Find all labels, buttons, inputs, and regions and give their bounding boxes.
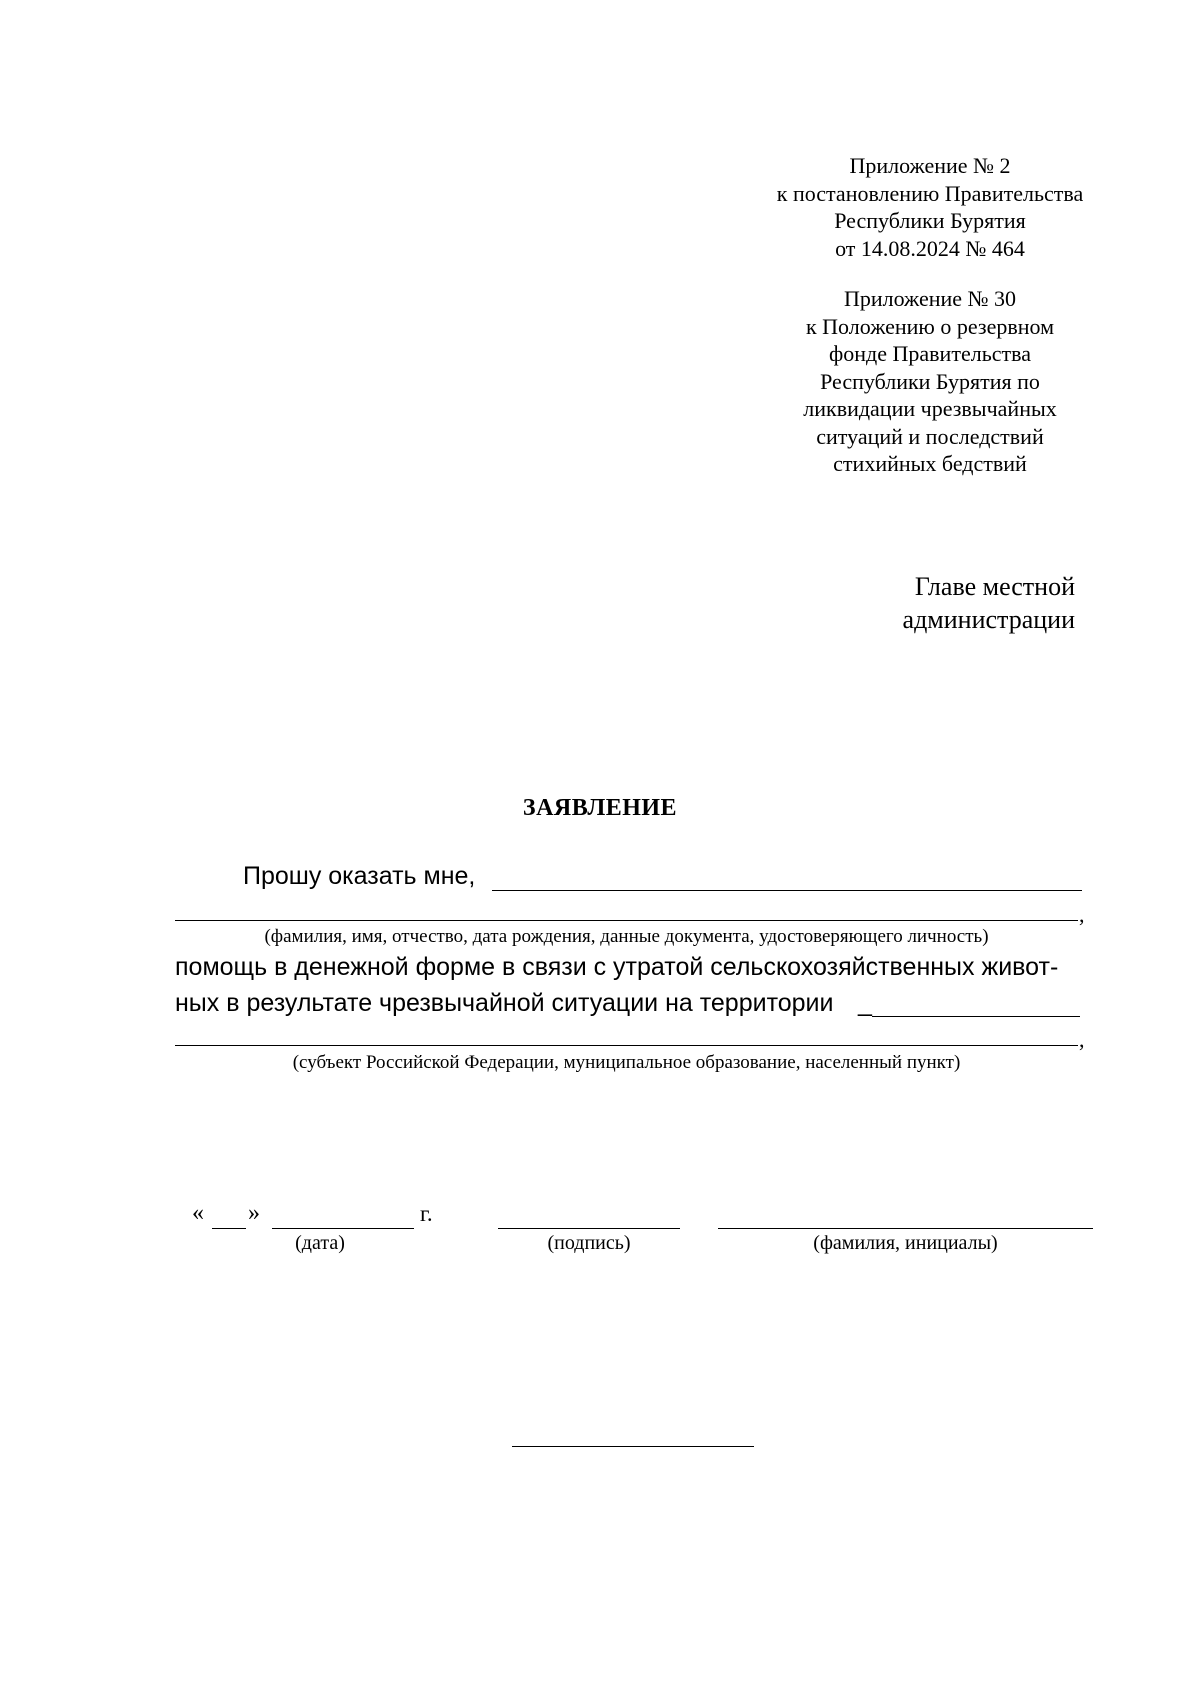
annex-2-line: к Положению о резервном (805, 313, 1055, 339)
signature-line[interactable] (498, 1228, 680, 1229)
annex-2-line: стихийных бедствий (833, 451, 1027, 476)
annex-2-line: ликвидации чрезвычайных (803, 396, 1057, 421)
request-text: Прошу оказать мне, (243, 862, 476, 890)
annex-1-line: Республики Бурятия (834, 208, 1026, 233)
name-initials-label: (фамилия, инициалы) (813, 1232, 998, 1254)
addressee-line-1: Главе местной (914, 572, 1075, 601)
territory-line[interactable] (175, 1045, 1078, 1046)
annex-1-line: от 14.08.2024 № 464 (835, 235, 1025, 261)
annex-2-line: Республики Бурятия по (820, 368, 1040, 394)
territory-hint: (субъект Российской Федерации, муниципальное образование, населенный пункт) (292, 1052, 961, 1073)
body-line-1: помощь в денежной форме в связи с утратой сельскохозяйственных живот- (175, 953, 1059, 981)
applicant-name-line[interactable] (492, 890, 1082, 891)
territory-short-line[interactable] (872, 1016, 1080, 1017)
applicant-data-hint: (фамилия, имя, отчество, дата рождения, данные документа, удостоверяющего личность) (264, 926, 989, 947)
addressee-line-2: администрации (902, 605, 1075, 634)
document-title: ЗАЯВЛЕНИЕ (522, 795, 678, 821)
body-line-2-tail: _ (858, 989, 872, 1017)
comma: , (1079, 902, 1085, 927)
closing-separator (512, 1446, 754, 1447)
signature-label: (подпись) (547, 1232, 631, 1254)
annex-2-line: ситуаций и последствий (816, 423, 1044, 449)
annex-2-header (740, 285, 1120, 478)
date-close-quote: » (248, 1200, 260, 1226)
annex-1-header (740, 152, 1120, 262)
comma: , (1079, 1027, 1085, 1052)
body-line-2: ных в результате чрезвычайной ситуации на территории (175, 989, 834, 1017)
name-initials-line[interactable] (718, 1228, 1093, 1229)
date-open-quote: « (192, 1200, 204, 1226)
annex-1-line: Приложение № 2 (849, 153, 1011, 178)
annex-1-line: к постановлению Правительства (776, 180, 1084, 206)
annex-2-line: фонде Правительства (829, 341, 1031, 366)
month-line[interactable] (272, 1228, 414, 1229)
addressee (903, 570, 1075, 636)
day-line[interactable] (212, 1228, 246, 1229)
applicant-data-line[interactable] (175, 920, 1078, 921)
date-label: (дата) (295, 1232, 345, 1254)
year-suffix: г. (420, 1201, 433, 1226)
annex-2-line: Приложение № 30 (843, 286, 1017, 311)
